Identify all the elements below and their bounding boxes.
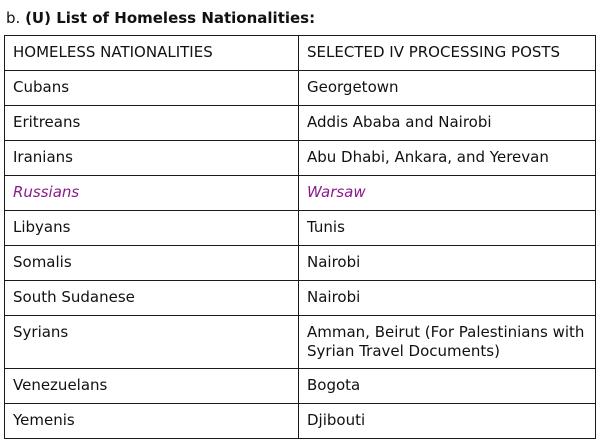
table-row bbox=[5, 246, 596, 281]
posts-cell: Abu Dhabi, Ankara, and Yerevan bbox=[299, 141, 596, 176]
section-letter: b. bbox=[6, 9, 21, 27]
table-row bbox=[5, 281, 596, 316]
posts-cell: Tunis bbox=[299, 211, 596, 246]
nationality-cell: Russians bbox=[5, 176, 299, 211]
table-row bbox=[5, 316, 596, 369]
nationality-cell: Syrians bbox=[5, 316, 299, 369]
posts-cell: Nairobi bbox=[299, 246, 596, 281]
nationality-cell: Yemenis bbox=[5, 404, 299, 439]
column-header-posts: SELECTED IV PROCESSING POSTS bbox=[299, 36, 596, 71]
posts-cell: Djibouti bbox=[299, 404, 596, 439]
section-heading bbox=[6, 8, 315, 28]
table-row bbox=[5, 71, 596, 106]
posts-cell: Warsaw bbox=[299, 176, 596, 211]
posts-cell: Bogota bbox=[299, 369, 596, 404]
table-header-row bbox=[5, 36, 596, 71]
nationality-cell: Eritreans bbox=[5, 106, 299, 141]
nationality-cell: Venezuelans bbox=[5, 369, 299, 404]
nationality-cell: Libyans bbox=[5, 211, 299, 246]
posts-cell: Nairobi bbox=[299, 281, 596, 316]
nationality-cell: Somalis bbox=[5, 246, 299, 281]
table-row bbox=[5, 106, 596, 141]
table-row bbox=[5, 211, 596, 246]
posts-cell: Addis Ababa and Nairobi bbox=[299, 106, 596, 141]
table-row-highlighted bbox=[5, 176, 596, 211]
nationality-cell: Cubans bbox=[5, 71, 299, 106]
column-header-nationalities: HOMELESS NATIONALITIES bbox=[5, 36, 299, 71]
posts-cell: Georgetown bbox=[299, 71, 596, 106]
table-row bbox=[5, 404, 596, 439]
homeless-nationalities-table bbox=[4, 35, 596, 439]
table-row bbox=[5, 141, 596, 176]
table-row bbox=[5, 369, 596, 404]
nationality-cell: Iranians bbox=[5, 141, 299, 176]
section-title: (U) List of Homeless Nationalities: bbox=[25, 9, 316, 27]
nationality-cell: South Sudanese bbox=[5, 281, 299, 316]
posts-cell: Amman, Beirut (For Palestinians with Syrian Travel Documents) bbox=[299, 316, 596, 369]
